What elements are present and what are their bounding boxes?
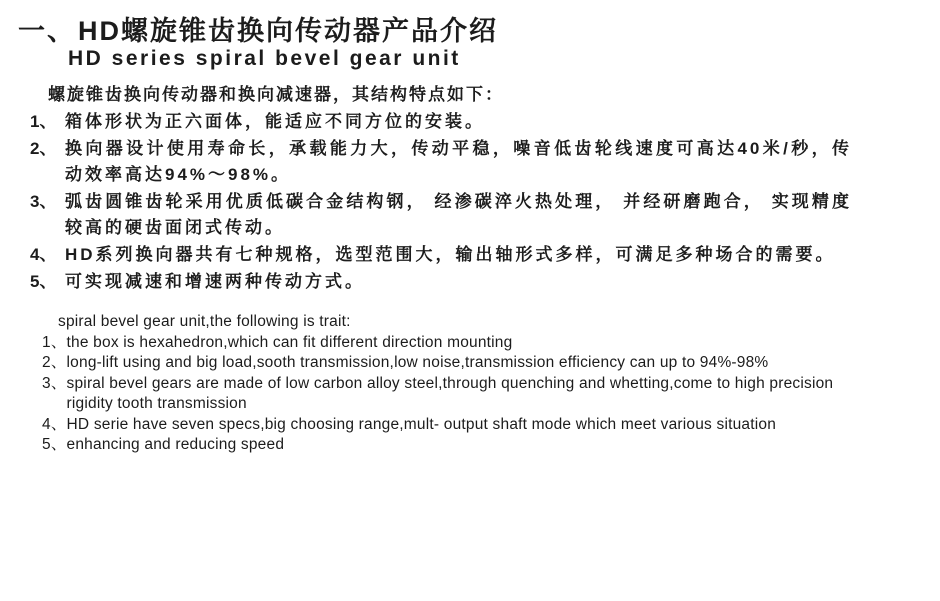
list-item-text: 箱体形状为正六面体，能适应不同方位的安装。 [65, 112, 485, 131]
list-item-text: the box is hexahedron,which can fit different direction mounting [66, 333, 513, 351]
list-item [30, 109, 852, 135]
chinese-feature-list [30, 109, 852, 295]
list-item-text: 可实现减速和增速两种传动方式。 [65, 272, 365, 291]
page-title-chinese [18, 16, 940, 46]
list-item-text: 换向器设计使用寿命长，承载能力大，传动平稳，噪音低齿轮线速度可高达40米/秒，传动效率高达94%～98%。 [65, 139, 852, 184]
list-item-number: 4、 [42, 415, 67, 433]
list-item [30, 189, 852, 241]
list-item-number: 1、 [42, 333, 67, 351]
list-item-number: 2、 [42, 354, 67, 371]
list-item [30, 136, 852, 188]
section-number: 一、 [18, 16, 76, 46]
list-item-number: 5、 [42, 436, 67, 453]
list-item-number: 4、 [30, 245, 57, 264]
list-item-number: 1、 [30, 112, 57, 131]
list-item [42, 333, 855, 354]
list-item-number: 5、 [30, 272, 57, 291]
chinese-intro-line: 螺旋锥齿换向传动器和换向减速器，其结构特点如下： [48, 85, 504, 104]
list-item-text: HD系列换向器共有七种规格，选型范围大，输出轴形式多样，可满足多种场合的需要。 [65, 245, 836, 264]
list-item [42, 353, 855, 374]
list-item [30, 242, 852, 268]
english-intro-line: spiral bevel gear unit,the following is trait: [58, 313, 351, 330]
list-item-number: 3、 [30, 192, 57, 211]
list-item-number: 3、 [42, 374, 67, 392]
list-item-text: long-lift using and big load,sooth transmission,low noise,transmission efficiency can up to 94%-98% [66, 354, 769, 371]
list-item [42, 435, 855, 456]
english-feature-list [42, 333, 855, 456]
page-title-chinese-text: HD螺旋锥齿换向传动器产品介绍 [78, 16, 498, 46]
list-item-text: enhancing and reducing speed [66, 436, 285, 453]
page-title-english: HD series spiral bevel gear unit [68, 47, 461, 70]
list-item [42, 415, 855, 436]
list-item [42, 374, 855, 415]
list-item-number: 2、 [30, 139, 57, 158]
list-item-text: HD serie have seven specs,big choosing range,mult- output shaft mode which meet various situation [66, 415, 777, 433]
list-item-text: 弧齿圆锥齿轮采用优质低碳合金结构钢， 经渗碳淬火热处理， 并经研磨跑合， 实现精度较高的硬齿面闭式传动。 [65, 192, 852, 237]
list-item [30, 269, 852, 295]
list-item-text: spiral bevel gears are made of low carbon alloy steel,through quenching and whetting,come to high precision rigidity tooth transmission [66, 374, 834, 412]
